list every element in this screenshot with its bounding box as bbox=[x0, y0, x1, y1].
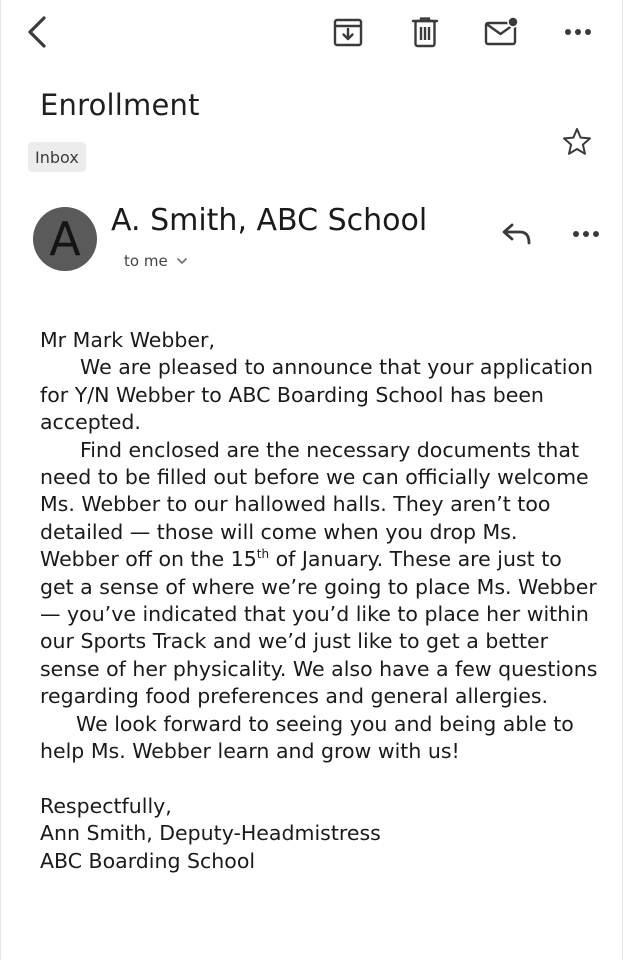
more-horizontal-icon bbox=[572, 230, 600, 238]
inbox-label-chip[interactable]: Inbox bbox=[28, 142, 86, 172]
archive-icon bbox=[332, 16, 364, 48]
message-more-button[interactable] bbox=[564, 214, 608, 254]
paragraph-3: We look forward to seeing you and being able to help Ms. Webber learn and grow with us! bbox=[40, 711, 574, 764]
star-icon bbox=[561, 126, 593, 158]
paragraph-2-part-a: Find enclosed are the necessary documents that need to be filled out before we can officially welcome Ms. Webber to our hallowed halls. They aren’t too detailed — those will come when you drop Ms. Webber off on the 15 bbox=[40, 437, 589, 572]
back-button[interactable] bbox=[15, 10, 59, 54]
mark-unread-button[interactable] bbox=[479, 10, 523, 54]
mail-unread-icon bbox=[483, 16, 519, 48]
greeting: Mr Mark Webber, bbox=[40, 328, 215, 352]
sender-name[interactable]: A. Smith, ABC School bbox=[111, 203, 428, 238]
star-button[interactable] bbox=[557, 122, 597, 162]
archive-button[interactable] bbox=[326, 10, 370, 54]
paragraph-2-part-b: of January. These are just to get a sense of where we’re going to place Ms. Webber — you’ve indicated that you’d like to place her within our Sports Track and we’d just like to get a better sense of her physicality. We also have a few questions regarding food preferences and general allergies. bbox=[40, 547, 598, 709]
closing: Respectfully, bbox=[40, 793, 172, 818]
paragraph-2 bbox=[40, 437, 600, 711]
reply-button[interactable] bbox=[495, 214, 539, 254]
sender-avatar[interactable]: A bbox=[33, 207, 97, 271]
email-subject: Enrollment bbox=[40, 88, 200, 122]
signature-name: Ann Smith, Deputy-Headmistress bbox=[40, 821, 381, 846]
paragraph-1: We are pleased to announce that your application for Y/N Webber to ABC Boarding School has been accepted. bbox=[40, 355, 593, 435]
more-options-button[interactable] bbox=[556, 10, 600, 54]
delete-button[interactable] bbox=[403, 10, 447, 54]
chevron-left-icon bbox=[24, 15, 50, 49]
chevron-down-icon bbox=[176, 257, 188, 265]
spacer bbox=[40, 766, 600, 793]
ordinal-suffix: th bbox=[256, 547, 270, 562]
signature-org: ABC Boarding School bbox=[40, 848, 256, 873]
trash-icon bbox=[410, 16, 440, 48]
recipient-label: to me bbox=[124, 252, 168, 270]
more-horizontal-icon bbox=[564, 28, 592, 36]
reply-icon bbox=[500, 221, 534, 247]
recipient-details-toggle[interactable] bbox=[124, 252, 188, 270]
top-toolbar bbox=[1, 0, 623, 62]
message-body bbox=[40, 327, 600, 875]
